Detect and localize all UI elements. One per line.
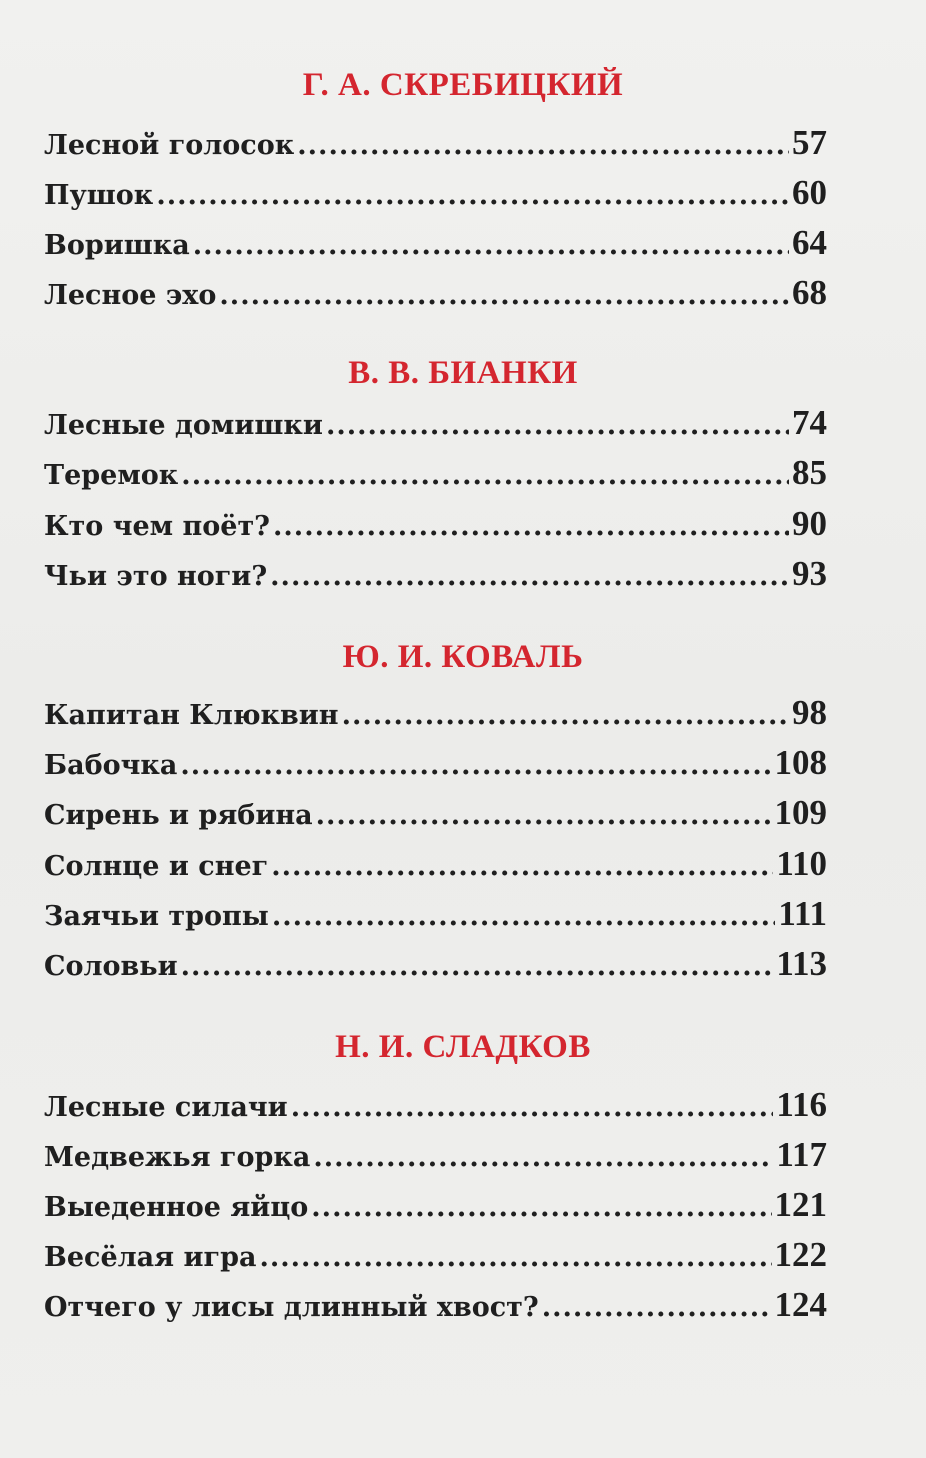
toc-entry-title: Кто чем поёт? [44, 511, 270, 542]
toc-entry[interactable] [44, 1083, 827, 1127]
dot-leader [271, 845, 773, 889]
toc-entry-page: 68 [792, 273, 827, 312]
author-heading: Н. И. СЛАДКОВ [335, 1029, 591, 1065]
toc-entry[interactable] [44, 1233, 827, 1277]
dot-leader [272, 895, 775, 939]
dot-leader [270, 555, 789, 599]
toc-entry-title: Лесные силачи [44, 1092, 288, 1123]
dot-leader [291, 1086, 774, 1130]
toc-entry[interactable] [44, 552, 827, 596]
toc-entry-page: 124 [774, 1285, 827, 1324]
toc-entry-title: Воришка [44, 230, 190, 261]
toc-entry-page: 90 [792, 504, 827, 543]
toc-entry[interactable] [44, 221, 827, 265]
dot-leader [311, 1186, 771, 1230]
toc-entry-title: Лесное эхо [44, 280, 217, 311]
toc-entry-title: Лесной голосок [44, 130, 295, 161]
toc-entry[interactable] [44, 791, 827, 835]
toc-entry-page: 109 [774, 793, 827, 832]
toc-entry-title: Заячьи тропы [44, 901, 269, 932]
toc-entry[interactable] [44, 741, 827, 785]
toc-entry[interactable] [44, 1283, 827, 1327]
dot-leader [273, 505, 789, 549]
toc-entry-page: 122 [774, 1235, 827, 1274]
toc-entry-page: 57 [792, 123, 827, 162]
toc-entry-title: Выеденное яйцо [44, 1192, 309, 1223]
toc-entry-title: Чьи это ноги? [44, 561, 268, 592]
toc-entry[interactable] [44, 892, 827, 936]
author-heading: Ю. И. КОВАЛЬ [342, 639, 584, 675]
dot-leader [316, 794, 772, 838]
toc-entry[interactable] [44, 271, 827, 315]
dot-leader [181, 454, 789, 498]
toc-entry[interactable] [44, 171, 827, 215]
toc-entry-page: 111 [778, 894, 827, 933]
dot-leader [342, 694, 789, 738]
toc-entry[interactable] [44, 842, 827, 886]
toc-entry-title: Капитан Клюквин [44, 700, 339, 731]
toc-entry-title: Бабочка [44, 750, 178, 781]
toc-entry-title: Пушок [44, 180, 154, 211]
toc-entry[interactable] [44, 691, 827, 735]
toc-entry[interactable] [44, 401, 827, 445]
toc-entry-title: Весёлая игра [44, 1242, 257, 1273]
toc-entry-page: 108 [774, 743, 827, 782]
toc-entry[interactable] [44, 502, 827, 546]
toc-entry[interactable] [44, 1183, 827, 1227]
dot-leader [156, 174, 789, 218]
dot-leader [326, 404, 789, 448]
toc-entry-page: 116 [776, 1085, 827, 1124]
toc-entry-title: Соловьи [44, 951, 178, 982]
toc-entry-page: 60 [792, 173, 827, 212]
toc-entry-page: 85 [792, 453, 827, 492]
toc-entry-page: 93 [792, 554, 827, 593]
dot-leader [542, 1286, 772, 1330]
toc-entry-page: 110 [776, 844, 827, 883]
toc-entry-title: Медвежья горка [44, 1142, 311, 1173]
toc-entry[interactable] [44, 121, 827, 165]
dot-leader [193, 224, 789, 268]
toc-entry-title: Теремок [44, 460, 179, 491]
toc-entry-page: 74 [792, 403, 827, 442]
toc-entry[interactable] [44, 451, 827, 495]
toc-entry-title: Солнце и снег [44, 851, 269, 882]
toc-entry-title: Сирень и рябина [44, 800, 313, 831]
author-heading: Г. А. СКРЕБИЦКИЙ [302, 67, 624, 103]
dot-leader [181, 945, 774, 989]
dot-leader [313, 1136, 773, 1180]
toc-entry-page: 113 [776, 944, 827, 983]
toc-entry-title: Лесные домишки [44, 410, 323, 441]
toc-entry-page: 117 [776, 1135, 827, 1174]
dot-leader [259, 1236, 771, 1280]
toc-entry-page: 98 [792, 693, 827, 732]
toc-entry[interactable] [44, 942, 827, 986]
toc-entry[interactable] [44, 1133, 827, 1177]
dot-leader [297, 124, 789, 168]
dot-leader [219, 274, 789, 318]
toc-entry-title: Отчего у лисы длинный хвост? [44, 1292, 539, 1323]
toc-entry-page: 64 [792, 223, 827, 262]
author-heading: В. В. БИАНКИ [348, 355, 578, 391]
dot-leader [180, 744, 771, 788]
toc-entry-page: 121 [774, 1185, 827, 1224]
